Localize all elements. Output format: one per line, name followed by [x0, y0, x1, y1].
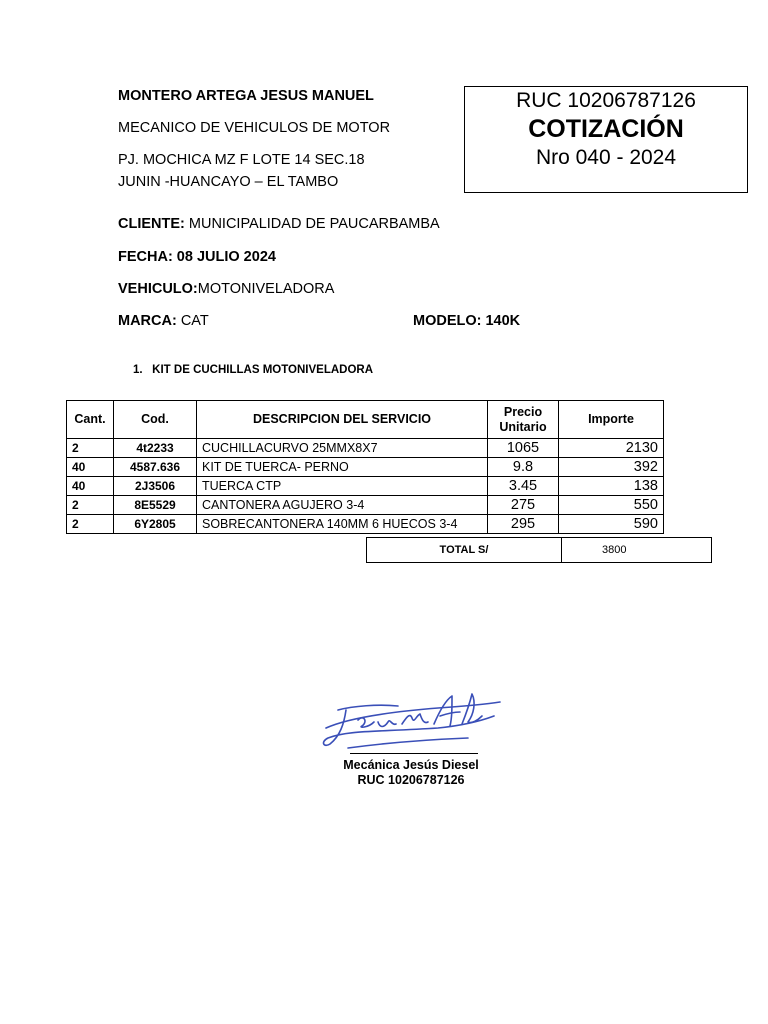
cell-cod: 8E5529 — [114, 496, 197, 515]
total-value: 3800 — [562, 538, 712, 563]
cell-cant: 40 — [67, 477, 114, 496]
cell-importe: 138 — [559, 477, 664, 496]
table-row — [67, 439, 664, 458]
issuer-address-line2: JUNIN -HUANCAYO – EL TAMBO — [118, 174, 339, 190]
header-precio — [488, 401, 559, 439]
items-table — [66, 400, 664, 534]
ruc-number: RUC 10206787126 — [516, 89, 696, 112]
issuer-name: MONTERO ARTEGA JESUS MANUEL — [118, 88, 374, 104]
cell-cant: 2 — [67, 439, 114, 458]
client-value: MUNICIPALIDAD DE PAUCARBAMBA — [184, 216, 440, 232]
header-precio-line1: Precio — [503, 404, 543, 419]
cell-precio: 9.8 — [488, 458, 559, 477]
table-header-row — [67, 401, 664, 439]
header-precio-line2: Unitario — [499, 419, 547, 434]
cell-precio: 3.45 — [488, 477, 559, 496]
model-line: MODELO: 140K — [413, 313, 521, 329]
table-row — [67, 458, 664, 477]
quote-number: Nro 040 - 2024 — [535, 146, 677, 169]
vehicle-value: MOTONIVELADORA — [197, 281, 335, 297]
client-line — [118, 216, 440, 232]
total-table — [366, 537, 712, 563]
cell-desc: SOBRECANTONERA 140MM 6 HUECOS 3-4 — [197, 515, 488, 534]
cell-importe: 392 — [559, 458, 664, 477]
brand-label: MARCA: — [118, 313, 177, 329]
document-type: COTIZACIÓN — [528, 115, 684, 143]
cell-importe: 2130 — [559, 439, 664, 458]
signature-line — [350, 753, 478, 754]
header-importe: Importe — [559, 401, 664, 439]
header-cod: Cod. — [114, 401, 197, 439]
cell-cant: 2 — [67, 496, 114, 515]
cell-cod: 6Y2805 — [114, 515, 197, 534]
date-line: FECHA: 08 JULIO 2024 — [118, 249, 276, 265]
cell-importe: 550 — [559, 496, 664, 515]
cell-importe: 590 — [559, 515, 664, 534]
cell-desc: TUERCA CTP — [197, 477, 488, 496]
header-desc: DESCRIPCION DEL SERVICIO — [197, 401, 488, 439]
vehicle-line — [118, 281, 334, 297]
table-row — [67, 496, 664, 515]
cell-cant: 2 — [67, 515, 114, 534]
brand-value: CAT — [176, 313, 209, 329]
cell-desc: CANTONERA AGUJERO 3-4 — [197, 496, 488, 515]
header-cant: Cant. — [67, 401, 114, 439]
issuer-address-line1: PJ. MOCHICA MZ F LOTE 14 SEC.18 — [118, 152, 365, 168]
cell-precio: 295 — [488, 515, 559, 534]
cell-cod: 4t2233 — [114, 439, 197, 458]
issuer-trade: MECANICO DE VEHICULOS DE MOTOR — [118, 120, 391, 136]
cell-cod: 4587.636 — [114, 458, 197, 477]
signature-name: Mecánica Jesús Diesel — [343, 758, 479, 772]
vehicle-label: VEHICULO: — [118, 281, 198, 297]
cell-desc: CUCHILLACURVO 25MMX8X7 — [197, 439, 488, 458]
cell-precio: 1065 — [488, 439, 559, 458]
table-row — [67, 477, 664, 496]
cell-cant: 40 — [67, 458, 114, 477]
section-title: 1. KIT DE CUCHILLAS MOTONIVELADORA — [133, 364, 374, 376]
cell-cod: 2J3506 — [114, 477, 197, 496]
cell-precio: 275 — [488, 496, 559, 515]
signature-ruc: RUC 10206787126 — [357, 773, 465, 787]
cell-desc: KIT DE TUERCA- PERNO — [197, 458, 488, 477]
handwritten-signature — [318, 688, 504, 754]
table-row — [67, 515, 664, 534]
client-label: CLIENTE: — [118, 216, 185, 232]
total-row — [367, 538, 712, 563]
brand-line — [118, 313, 209, 329]
ruc-box — [464, 86, 748, 193]
total-label: TOTAL S/ — [367, 538, 562, 563]
